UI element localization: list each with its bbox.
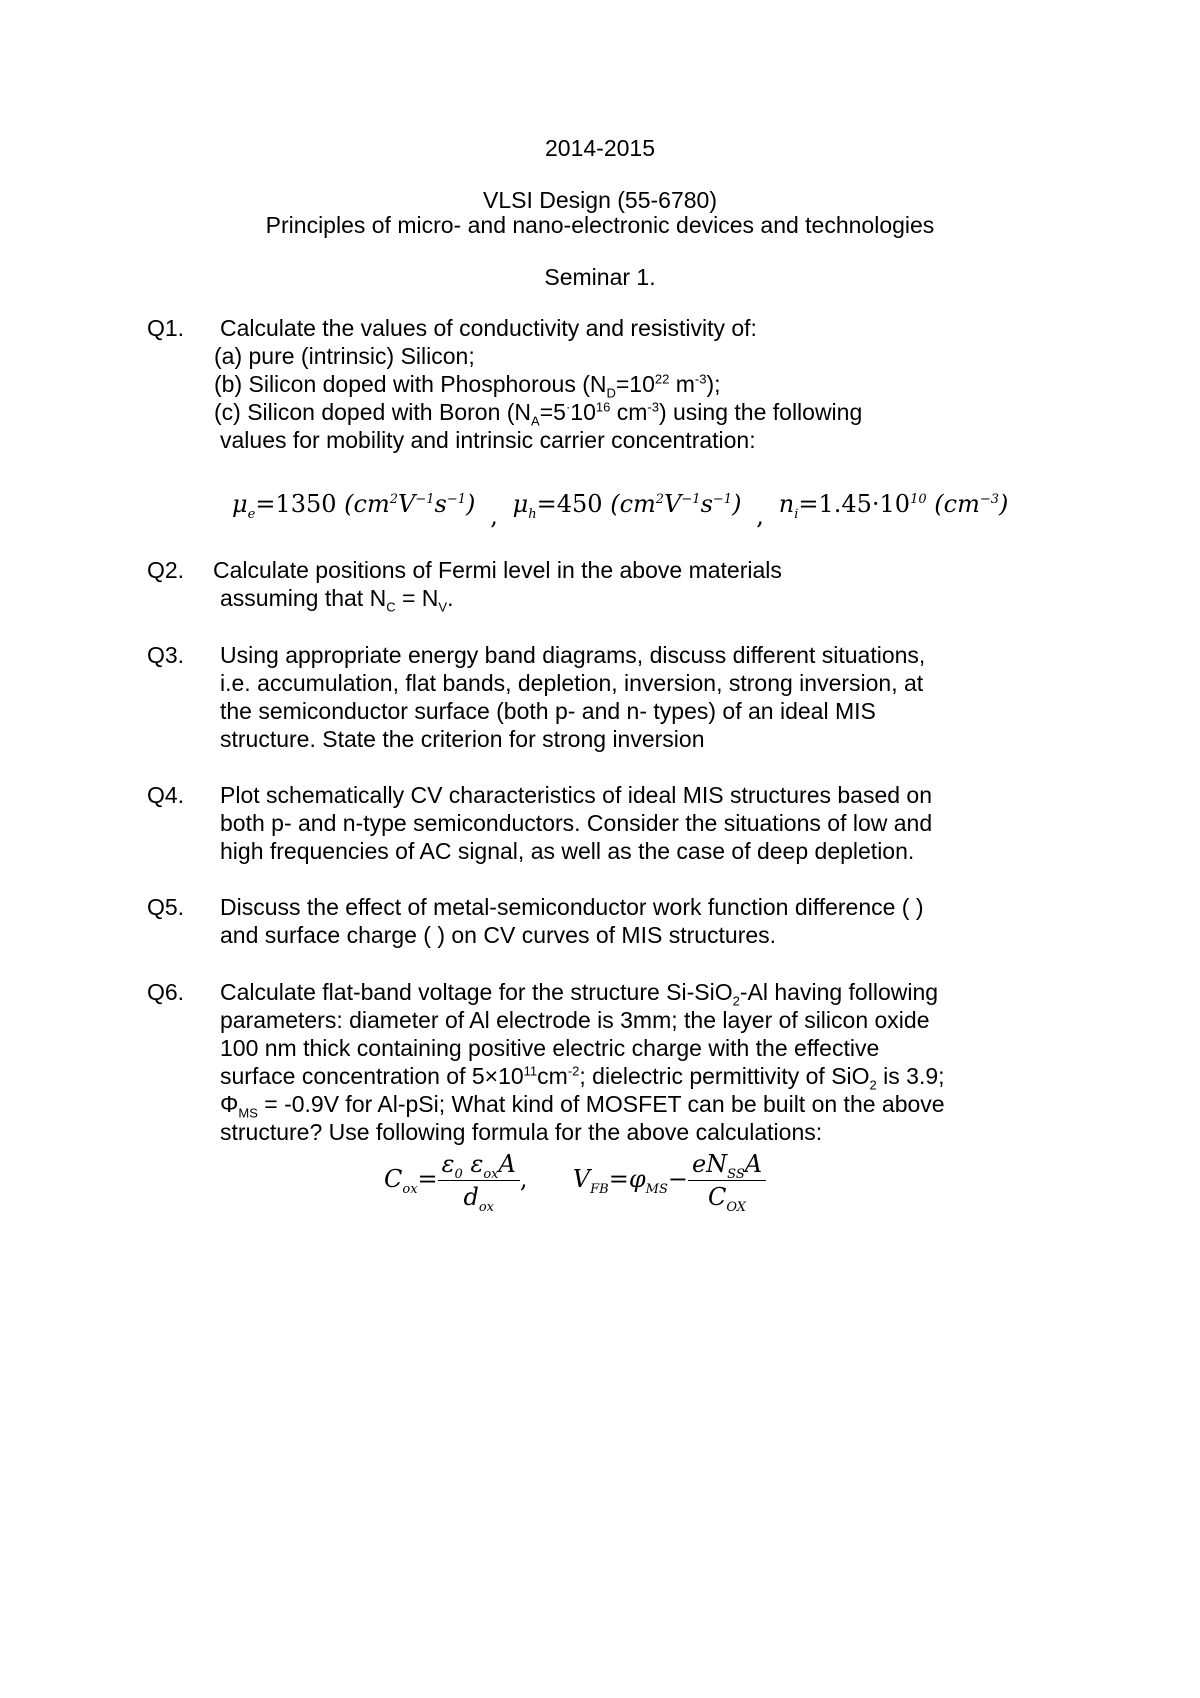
question-line: Discuss the effect of metal-semiconductor work function difference ( ) [220,894,924,920]
seminar-title: Seminar 1. [544,264,656,290]
question-body [213,556,1120,615]
question-line: the semiconductor surface (both p- and n- types) of an ideal MIS [220,698,876,724]
question-label: Q6. [147,979,185,1005]
question-body [220,641,1120,753]
academic-year: 2014-2015 [545,135,655,161]
vfb-fraction: $\frac{eN_{SS}A}{C_{OX}}$ [688,1150,766,1211]
question-line: Using appropriate energy band diagrams, discuss different situations, [220,642,926,668]
mobility-values-formula: $\mu_e=1350$ $(cm^2V^{-1}s^{-1})$ , $\mu_h=450$ $(cm^2V^{-1}s^{-1})$ , $n_i=1.45\cdot 10^{10}$ $(cm^{-3})$ [232,490,1009,530]
question-label: Q5. [147,894,185,920]
question-line: 100 nm thick containing positive electric charge with the effective [220,1035,880,1061]
question-line: (a) pure (intrinsic) Silicon; [214,343,475,369]
question-line: values for mobility and intrinsic carrier concentration: [220,427,756,453]
question-line: $\Phi_{MS} = -0.9V$ for Al-pSi; What kind of MOSFET can be built on the above [220,1091,945,1121]
question-line: structure. State the criterion for strong inversion [220,726,705,752]
question-line: surface concentration of $5\times 10^{11}cm^{-2}$; dielectric permittivity of SiO$_2$ is 3.9; [220,1063,945,1093]
question-line: (b) Silicon doped with Phosphorous ($N_D=10^{22}$ $m^{-3}$); [214,371,721,401]
question-line: assuming that $N_C = N_V$. [220,585,454,615]
question-line: Calculate the values of conductivity and resistivity of: [220,315,757,341]
question-label: Q4. [147,782,185,808]
question-body [220,781,1120,865]
question-label: Q1. [147,315,185,341]
question-line: (c) Silicon doped with Boron ($N_A=5^\cdot 10^{16}$ $cm^{-3}$) using the following [214,399,863,429]
cox-fraction: $\frac{\varepsilon_0 \varepsilon_{ox}A}{d_{ox}}$ [438,1150,520,1211]
question-label: Q3. [147,642,185,668]
question-line: Plot schematically CV characteristics of ideal MIS structures based on [220,782,933,808]
flat-band-formula: $C_{ox}=$ $\frac{\varepsilon_0 \varepsilon_{ox}A}{d_{ox}}$ , $V_{FB}=\varphi_{MS}-$ $\frac{eN_{SS}A}{C_{OX}}$ [384,1150,766,1211]
question-line: high frequencies of AC signal, as well as the case of deep depletion. [220,838,915,864]
question-line: Calculate flat-band voltage for the structure Si-SiO$_2$-Al having following [220,979,939,1009]
question-line: parameters: diameter of Al electrode is 3mm; the layer of silicon oxide [220,1007,930,1033]
course-title: VLSI Design (55-6780) [483,187,717,213]
question-line: structure? Use following formula for the above calculations: [220,1119,823,1145]
question-body [214,314,1120,454]
question-label: Q2. [147,557,185,583]
course-subtitle: Principles of micro- and nano-electronic devices and technologies [265,212,935,238]
question-body [220,978,1120,1146]
question-body [220,893,1120,949]
question-line: and surface charge ( ) on CV curves of MIS structures. [220,922,777,948]
question-line: both p- and n-type semiconductors. Consider the situations of low and [220,810,933,836]
question-line: Calculate positions of Fermi level in the above materials [213,557,782,583]
question-line: i.e. accumulation, flat bands, depletion, inversion, strong inversion, at [220,670,924,696]
